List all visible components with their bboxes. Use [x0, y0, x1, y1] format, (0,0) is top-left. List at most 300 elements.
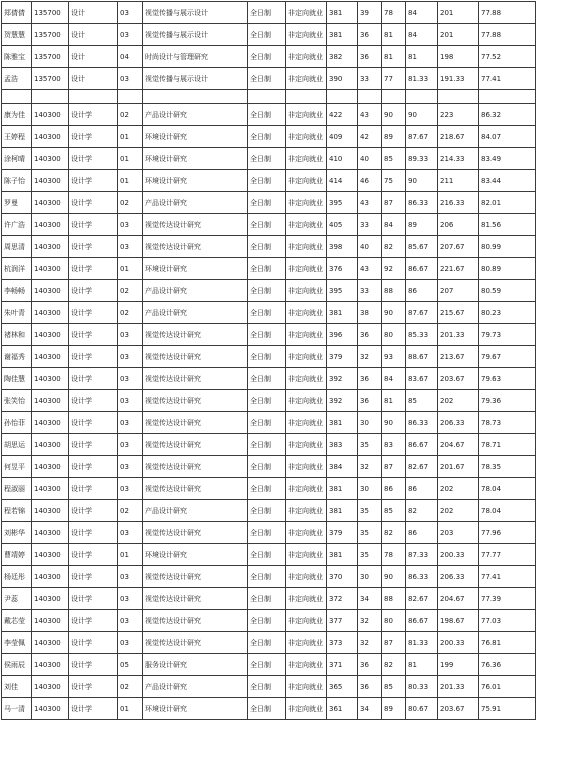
cell-final-score: 86.32	[479, 104, 536, 126]
cell-final-score: 75.91	[479, 698, 536, 720]
cell-interview: 86.67	[406, 434, 438, 456]
cell-study-mode: 全日制	[248, 500, 286, 522]
cell-final-score: 78.73	[479, 412, 536, 434]
cell-total-score: 381	[327, 500, 358, 522]
cell-direction-code: 03	[118, 522, 143, 544]
cell-total-score: 376	[327, 258, 358, 280]
cell-subtotal: 200.33	[438, 544, 479, 566]
cell-code: 135700	[32, 46, 69, 68]
cell-major: 设计学	[69, 654, 118, 676]
cell-politics: 36	[358, 390, 382, 412]
cell-english: 85	[382, 148, 406, 170]
cell-interview: 82.67	[406, 588, 438, 610]
cell-total-score: 372	[327, 588, 358, 610]
cell-major: 设计学	[69, 522, 118, 544]
cell-total-score: 392	[327, 368, 358, 390]
cell-type: 非定向就业	[286, 126, 327, 148]
cell-direction-code: 01	[118, 170, 143, 192]
cell-english: 89	[382, 698, 406, 720]
cell-interview: 87.67	[406, 302, 438, 324]
cell-final-score: 76.81	[479, 632, 536, 654]
cell-english: 89	[382, 126, 406, 148]
cell-total-score: 381	[327, 24, 358, 46]
cell-name: 刘佳	[2, 676, 32, 698]
cell-final-score: 77.88	[479, 24, 536, 46]
cell-type: 非定向就业	[286, 456, 327, 478]
cell-name: 朱叶青	[2, 302, 32, 324]
cell-subtotal: 216.33	[438, 192, 479, 214]
cell-total-score: 379	[327, 522, 358, 544]
cell-politics: 34	[358, 588, 382, 610]
cell-study-mode: 全日制	[248, 456, 286, 478]
cell-subtotal: 198.67	[438, 610, 479, 632]
cell-name: 孙怡菲	[2, 412, 32, 434]
cell-study-mode: 全日制	[248, 522, 286, 544]
cell-subtotal: 223	[438, 104, 479, 126]
cell-direction: 视觉传达设计研究	[143, 324, 248, 346]
cell-total-score: 390	[327, 68, 358, 90]
cell-final-score: 77.52	[479, 46, 536, 68]
cell-subtotal: 201.33	[438, 324, 479, 346]
cell-direction-code: 03	[118, 478, 143, 500]
cell-name: 张笑怡	[2, 390, 32, 412]
cell-subtotal: 202	[438, 500, 479, 522]
cell-total-score: 410	[327, 148, 358, 170]
cell-type: 非定向就业	[286, 500, 327, 522]
cell-english: 90	[382, 566, 406, 588]
cell-type: 非定向就业	[286, 588, 327, 610]
cell-subtotal: 213.67	[438, 346, 479, 368]
cell-major: 设计学	[69, 544, 118, 566]
cell-study-mode: 全日制	[248, 346, 286, 368]
cell-study-mode: 全日制	[248, 654, 286, 676]
cell-total-score: 382	[327, 46, 358, 68]
cell-study-mode: 全日制	[248, 478, 286, 500]
cell-total-score: 395	[327, 280, 358, 302]
cell-subtotal: 191.33	[438, 68, 479, 90]
cell-politics: 36	[358, 676, 382, 698]
cell-interview: 80.67	[406, 698, 438, 720]
cell-code: 140300	[32, 214, 69, 236]
cell-type: 非定向就业	[286, 610, 327, 632]
cell-name: 曹靖婷	[2, 544, 32, 566]
cell-type: 非定向就业	[286, 214, 327, 236]
cell-name: 陶佳慧	[2, 368, 32, 390]
cell-english: 86	[382, 478, 406, 500]
cell-direction-code: 01	[118, 544, 143, 566]
cell-type: 非定向就业	[286, 544, 327, 566]
cell-major: 设计	[69, 68, 118, 90]
cell-study-mode: 全日制	[248, 632, 286, 654]
table-row	[2, 280, 536, 302]
cell-type: 非定向就业	[286, 390, 327, 412]
cell-major: 设计学	[69, 214, 118, 236]
cell-politics: 30	[358, 566, 382, 588]
cell-english: 85	[382, 676, 406, 698]
cell-name: 戴芯莹	[2, 610, 32, 632]
cell-direction: 视觉传达设计研究	[143, 368, 248, 390]
cell-final-score: 81.56	[479, 214, 536, 236]
cell-major: 设计学	[69, 390, 118, 412]
cell-direction: 产品设计研究	[143, 280, 248, 302]
cell-direction-code: 02	[118, 280, 143, 302]
table-row	[2, 588, 536, 610]
table-row	[2, 456, 536, 478]
cell-direction: 环境设计研究	[143, 698, 248, 720]
cell-major: 设计学	[69, 148, 118, 170]
cell-direction: 视觉传达设计研究	[143, 610, 248, 632]
cell-direction-code: 02	[118, 192, 143, 214]
cell-name: 周思清	[2, 236, 32, 258]
cell-politics: 36	[358, 368, 382, 390]
cell-interview: 86.33	[406, 566, 438, 588]
cell-interview: 86.33	[406, 412, 438, 434]
cell-study-mode: 全日制	[248, 324, 286, 346]
cell-total-score: 405	[327, 214, 358, 236]
cell-type: 非定向就业	[286, 676, 327, 698]
cell-type: 非定向就业	[286, 324, 327, 346]
cell-politics: 36	[358, 324, 382, 346]
cell-direction: 视觉传达设计研究	[143, 346, 248, 368]
cell-english: 93	[382, 346, 406, 368]
cell-major: 设计	[69, 46, 118, 68]
cell-type: 非定向就业	[286, 412, 327, 434]
cell-code: 140300	[32, 390, 69, 412]
cell-final-score: 79.73	[479, 324, 536, 346]
table-row	[2, 566, 536, 588]
cell-study-mode: 全日制	[248, 68, 286, 90]
cell-name: 侯雨辰	[2, 654, 32, 676]
cell-final-score: 77.39	[479, 588, 536, 610]
table-row	[2, 478, 536, 500]
cell-politics: 33	[358, 280, 382, 302]
cell-english: 82	[382, 654, 406, 676]
cell-interview: 85.33	[406, 324, 438, 346]
cell-direction-code: 02	[118, 302, 143, 324]
table-row	[2, 434, 536, 456]
cell-interview: 81.33	[406, 68, 438, 90]
cell-direction: 视觉传播与展示设计	[143, 2, 248, 24]
cell-direction-code: 03	[118, 214, 143, 236]
cell-direction: 视觉传达设计研究	[143, 522, 248, 544]
cell-code: 140300	[32, 676, 69, 698]
cell-english: 88	[382, 588, 406, 610]
cell-politics: 42	[358, 126, 382, 148]
cell-study-mode: 全日制	[248, 610, 286, 632]
cell-direction-code: 03	[118, 434, 143, 456]
cell-direction: 环境设计研究	[143, 258, 248, 280]
cell-type: 非定向就业	[286, 434, 327, 456]
cell-major: 设计	[69, 24, 118, 46]
cell-interview: 90	[406, 104, 438, 126]
cell-major: 设计学	[69, 192, 118, 214]
cell-subtotal: 211	[438, 170, 479, 192]
cell-study-mode: 全日制	[248, 46, 286, 68]
cell-direction-code: 03	[118, 2, 143, 24]
table-row	[2, 2, 536, 24]
cell-total-score: 384	[327, 456, 358, 478]
cell-total-score: 370	[327, 566, 358, 588]
cell-subtotal: 201	[438, 2, 479, 24]
cell-type: 非定向就业	[286, 46, 327, 68]
cell-final-score: 82.01	[479, 192, 536, 214]
cell-english: 85	[382, 500, 406, 522]
table-row	[2, 500, 536, 522]
cell-total-score: 381	[327, 302, 358, 324]
cell-direction: 产品设计研究	[143, 192, 248, 214]
cell-subtotal: 204.67	[438, 434, 479, 456]
cell-politics: 34	[358, 698, 382, 720]
cell-final-score: 79.36	[479, 390, 536, 412]
cell-direction-code: 02	[118, 500, 143, 522]
cell-study-mode: 全日制	[248, 24, 286, 46]
cell-politics: 43	[358, 104, 382, 126]
table-row	[2, 104, 536, 126]
cell-major: 设计学	[69, 500, 118, 522]
cell-major: 设计学	[69, 610, 118, 632]
cell-direction-code: 03	[118, 566, 143, 588]
cell-subtotal: 203.67	[438, 698, 479, 720]
cell-final-score: 78.35	[479, 456, 536, 478]
cell-major: 设计学	[69, 434, 118, 456]
cell-interview: 88.67	[406, 346, 438, 368]
table-row	[2, 170, 536, 192]
cell-study-mode: 全日制	[248, 676, 286, 698]
cell-subtotal: 201.33	[438, 676, 479, 698]
cell-name: 陈子怡	[2, 170, 32, 192]
cell-english: 77	[382, 68, 406, 90]
cell-politics: 35	[358, 434, 382, 456]
cell-direction-code: 05	[118, 654, 143, 676]
table-row	[2, 390, 536, 412]
table-row	[2, 346, 536, 368]
cell-name: 刘彬华	[2, 522, 32, 544]
cell-interview: 90	[406, 170, 438, 192]
cell-direction-code: 03	[118, 346, 143, 368]
cell-english: 87	[382, 632, 406, 654]
cell-direction: 视觉传达设计研究	[143, 214, 248, 236]
cell-subtotal: 202	[438, 390, 479, 412]
cell-study-mode: 全日制	[248, 2, 286, 24]
cell-english: 75	[382, 170, 406, 192]
cell-interview: 81.33	[406, 632, 438, 654]
cell-total-score: 392	[327, 390, 358, 412]
table-spacer-row	[2, 90, 536, 104]
cell-interview: 85	[406, 390, 438, 412]
cell-code: 135700	[32, 68, 69, 90]
cell-interview: 81	[406, 654, 438, 676]
cell-interview: 84	[406, 24, 438, 46]
table-section-design-studies	[2, 104, 536, 720]
cell-direction: 视觉传达设计研究	[143, 632, 248, 654]
cell-major: 设计学	[69, 126, 118, 148]
cell-english: 87	[382, 192, 406, 214]
cell-direction: 时尚设计与管理研究	[143, 46, 248, 68]
table-row	[2, 324, 536, 346]
cell-final-score: 80.59	[479, 280, 536, 302]
cell-english: 81	[382, 24, 406, 46]
table-row	[2, 654, 536, 676]
cell-major: 设计学	[69, 302, 118, 324]
cell-direction: 视觉传达设计研究	[143, 588, 248, 610]
cell-code: 140300	[32, 632, 69, 654]
cell-total-score: 381	[327, 412, 358, 434]
cell-interview: 80.33	[406, 676, 438, 698]
cell-major: 设计学	[69, 676, 118, 698]
cell-english: 78	[382, 2, 406, 24]
cell-direction-code: 03	[118, 610, 143, 632]
cell-type: 非定向就业	[286, 170, 327, 192]
cell-type: 非定向就业	[286, 280, 327, 302]
cell-final-score: 77.03	[479, 610, 536, 632]
cell-english: 81	[382, 46, 406, 68]
cell-total-score: 414	[327, 170, 358, 192]
cell-final-score: 84.07	[479, 126, 536, 148]
cell-final-score: 77.88	[479, 2, 536, 24]
cell-interview: 84	[406, 2, 438, 24]
cell-type: 非定向就业	[286, 698, 327, 720]
cell-total-score: 381	[327, 2, 358, 24]
cell-english: 87	[382, 456, 406, 478]
cell-total-score: 409	[327, 126, 358, 148]
cell-study-mode: 全日制	[248, 280, 286, 302]
cell-code: 140300	[32, 368, 69, 390]
cell-type: 非定向就业	[286, 654, 327, 676]
cell-politics: 32	[358, 456, 382, 478]
cell-subtotal: 203.67	[438, 368, 479, 390]
cell-interview: 89.33	[406, 148, 438, 170]
cell-total-score: 361	[327, 698, 358, 720]
cell-interview: 83.67	[406, 368, 438, 390]
cell-code: 140300	[32, 566, 69, 588]
cell-direction: 视觉传达设计研究	[143, 236, 248, 258]
cell-total-score: 422	[327, 104, 358, 126]
cell-code: 140300	[32, 104, 69, 126]
cell-type: 非定向就业	[286, 346, 327, 368]
cell-type: 非定向就业	[286, 236, 327, 258]
cell-study-mode: 全日制	[248, 192, 286, 214]
table-row	[2, 610, 536, 632]
cell-type: 非定向就业	[286, 368, 327, 390]
cell-direction: 视觉传达设计研究	[143, 434, 248, 456]
cell-type: 非定向就业	[286, 566, 327, 588]
table-row	[2, 24, 536, 46]
cell-direction: 环境设计研究	[143, 126, 248, 148]
cell-name: 杭润洋	[2, 258, 32, 280]
cell-direction: 视觉传达设计研究	[143, 456, 248, 478]
cell-major: 设计学	[69, 170, 118, 192]
cell-politics: 30	[358, 478, 382, 500]
cell-total-score: 381	[327, 544, 358, 566]
cell-study-mode: 全日制	[248, 434, 286, 456]
cell-direction-code: 04	[118, 46, 143, 68]
cell-name: 何昱平	[2, 456, 32, 478]
cell-english: 82	[382, 236, 406, 258]
cell-code: 140300	[32, 324, 69, 346]
cell-study-mode: 全日制	[248, 236, 286, 258]
cell-direction-code: 03	[118, 412, 143, 434]
cell-english: 80	[382, 610, 406, 632]
cell-english: 80	[382, 324, 406, 346]
cell-name: 尹蕊	[2, 588, 32, 610]
cell-study-mode: 全日制	[248, 390, 286, 412]
cell-type: 非定向就业	[286, 24, 327, 46]
table-row	[2, 632, 536, 654]
cell-code: 140300	[32, 654, 69, 676]
cell-major: 设计学	[69, 478, 118, 500]
cell-interview: 89	[406, 214, 438, 236]
table-row	[2, 412, 536, 434]
cell-politics: 40	[358, 148, 382, 170]
cell-code: 140300	[32, 478, 69, 500]
cell-subtotal: 199	[438, 654, 479, 676]
cell-code: 140300	[32, 434, 69, 456]
cell-name: 郑倩倩	[2, 2, 32, 24]
cell-code: 140300	[32, 412, 69, 434]
cell-major: 设计学	[69, 104, 118, 126]
cell-code: 140300	[32, 346, 69, 368]
cell-final-score: 76.36	[479, 654, 536, 676]
cell-politics: 36	[358, 46, 382, 68]
table-row	[2, 698, 536, 720]
cell-interview: 86.67	[406, 258, 438, 280]
cell-total-score: 398	[327, 236, 358, 258]
cell-code: 140300	[32, 456, 69, 478]
cell-major: 设计学	[69, 412, 118, 434]
cell-subtotal: 207.67	[438, 236, 479, 258]
cell-code: 140300	[32, 192, 69, 214]
cell-type: 非定向就业	[286, 68, 327, 90]
cell-english: 88	[382, 280, 406, 302]
cell-direction-code: 03	[118, 456, 143, 478]
cell-subtotal: 221.67	[438, 258, 479, 280]
cell-direction: 产品设计研究	[143, 676, 248, 698]
cell-code: 140300	[32, 170, 69, 192]
cell-interview: 86	[406, 280, 438, 302]
cell-total-score: 379	[327, 346, 358, 368]
cell-name: 罗曼	[2, 192, 32, 214]
cell-code: 140300	[32, 302, 69, 324]
cell-subtotal: 218.67	[438, 126, 479, 148]
cell-name: 许广浩	[2, 214, 32, 236]
cell-politics: 39	[358, 2, 382, 24]
cell-english: 82	[382, 522, 406, 544]
cell-total-score: 395	[327, 192, 358, 214]
cell-major: 设计	[69, 2, 118, 24]
cell-type: 非定向就业	[286, 2, 327, 24]
cell-code: 140300	[32, 280, 69, 302]
cell-direction: 服务设计研究	[143, 654, 248, 676]
cell-interview: 86.67	[406, 610, 438, 632]
cell-study-mode: 全日制	[248, 148, 286, 170]
cell-direction: 视觉传达设计研究	[143, 390, 248, 412]
cell-total-score: 365	[327, 676, 358, 698]
cell-name: 康为佳	[2, 104, 32, 126]
cell-major: 设计学	[69, 566, 118, 588]
cell-code: 140300	[32, 148, 69, 170]
cell-study-mode: 全日制	[248, 126, 286, 148]
cell-name: 陈雅宝	[2, 46, 32, 68]
cell-subtotal: 206.33	[438, 412, 479, 434]
cell-total-score: 396	[327, 324, 358, 346]
table-row	[2, 522, 536, 544]
cell-direction-code: 03	[118, 588, 143, 610]
cell-subtotal: 202	[438, 478, 479, 500]
cell-direction: 环境设计研究	[143, 170, 248, 192]
cell-subtotal: 203	[438, 522, 479, 544]
cell-direction-code: 03	[118, 368, 143, 390]
cell-study-mode: 全日制	[248, 544, 286, 566]
